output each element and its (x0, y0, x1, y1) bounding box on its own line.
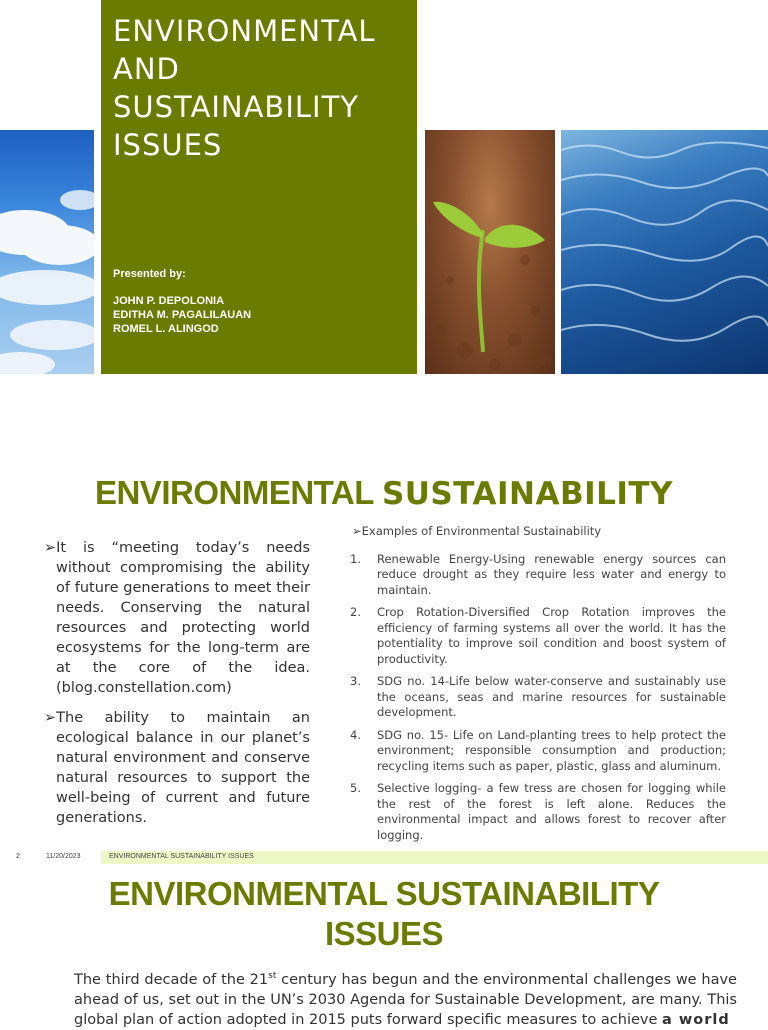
footer-label: ENVIRONMENTAL SUSTAINABILITY ISSUES (109, 853, 254, 860)
presenter-list (113, 294, 251, 336)
footer-date: 11/20/2023 (46, 853, 81, 860)
slide-title (0, 474, 768, 512)
slide-title: ENVIRONMENTAL AND SUSTAINABILITY ISSUES (113, 14, 376, 162)
item-text: Renewable Energy-Using renewable energy sources can reduce drought as they require less water and energy to maintain. (377, 551, 726, 597)
sprout-image (425, 130, 555, 374)
item-number: 1. (350, 551, 361, 566)
list-item (352, 728, 726, 775)
item-text: SDG no. 15- Life on Land-planting trees to help protect the environment; responsible consumption and production; recycling items such as paper, plastic, glass and aluminum. (377, 727, 726, 773)
sky-clouds-image (0, 130, 94, 374)
title-slide (0, 0, 768, 415)
slide-number: 2 (16, 853, 20, 860)
definition-list (44, 538, 310, 838)
title-line: ISSUES (324, 915, 444, 952)
list-item (352, 781, 726, 843)
presenter-name: JOHN P. DEPOLONIA (113, 295, 225, 307)
examples-heading: ➢Examples of Environmental Sustainability (352, 524, 602, 538)
sprout-illustration (425, 130, 555, 374)
water-image (561, 130, 768, 374)
examples-list (352, 524, 726, 850)
presented-by-label: Presented by: (113, 268, 186, 280)
water-waves (561, 130, 768, 374)
list-item (352, 674, 726, 721)
body-paragraph: The third decade of the 21st century has begun and the environmental challenges we have ahead of us, set out in the UN’s 2030 Agenda for Sustainable Development, are many. This global plan of action adopted in 2015 puts forward specific measures to achieve a world (74, 971, 737, 1028)
arrow-bullet-icon: ➢ (352, 524, 362, 538)
item-number: 4. (350, 727, 361, 742)
bullet-text: The ability to maintain an ecological balance in our planet’s natural environment and conserve natural resources to support the well-being of current and future generations. (56, 710, 310, 826)
item-number: 3. (350, 674, 361, 688)
presenter-name: ROMEL L. ALINGOD (113, 323, 219, 335)
title-word: SUSTAINABILITY (381, 476, 674, 512)
item-text: Selective logging- a few tress are chosen for logging while the rest of the forest is left alone. Reduces the environmental impact and allows forest to recover after logging. (377, 781, 726, 842)
list-item (352, 552, 726, 599)
list-item (44, 708, 310, 828)
item-number: 2. (350, 605, 361, 619)
slide-title (0, 874, 768, 954)
item-text: SDG no. 14-Life below water-conserve and sustainably use the oceans, seas and marine resources for sustainable development. (377, 674, 726, 719)
item-number: 5. (350, 781, 361, 795)
item-text: Crop Rotation-Diversified Crop Rotation improves the efficiency of farming systems all over the world. It has the potentiality to improve soil condition and boost system of productivity. (377, 605, 726, 666)
arrow-bullet-icon: ➢ (44, 540, 57, 556)
arrow-bullet-icon: ➢ (44, 710, 57, 726)
bullet-text: It is “meeting today’s needs without compromising the ability of future generations to meet their needs. Conserving the natural resources and protecting world ecosystems for the long-term are at the core of the idea. (blog.constellation.com) (56, 540, 310, 696)
presenter-name: EDITHA M. PAGALILAUAN (113, 309, 252, 321)
list-item (44, 538, 310, 698)
slide-footer (0, 851, 768, 864)
title-line: ENVIRONMENTAL SUSTAINABILITY (108, 875, 660, 912)
title-word: ENVIRONMENTAL (94, 474, 374, 511)
list-item (352, 605, 726, 667)
